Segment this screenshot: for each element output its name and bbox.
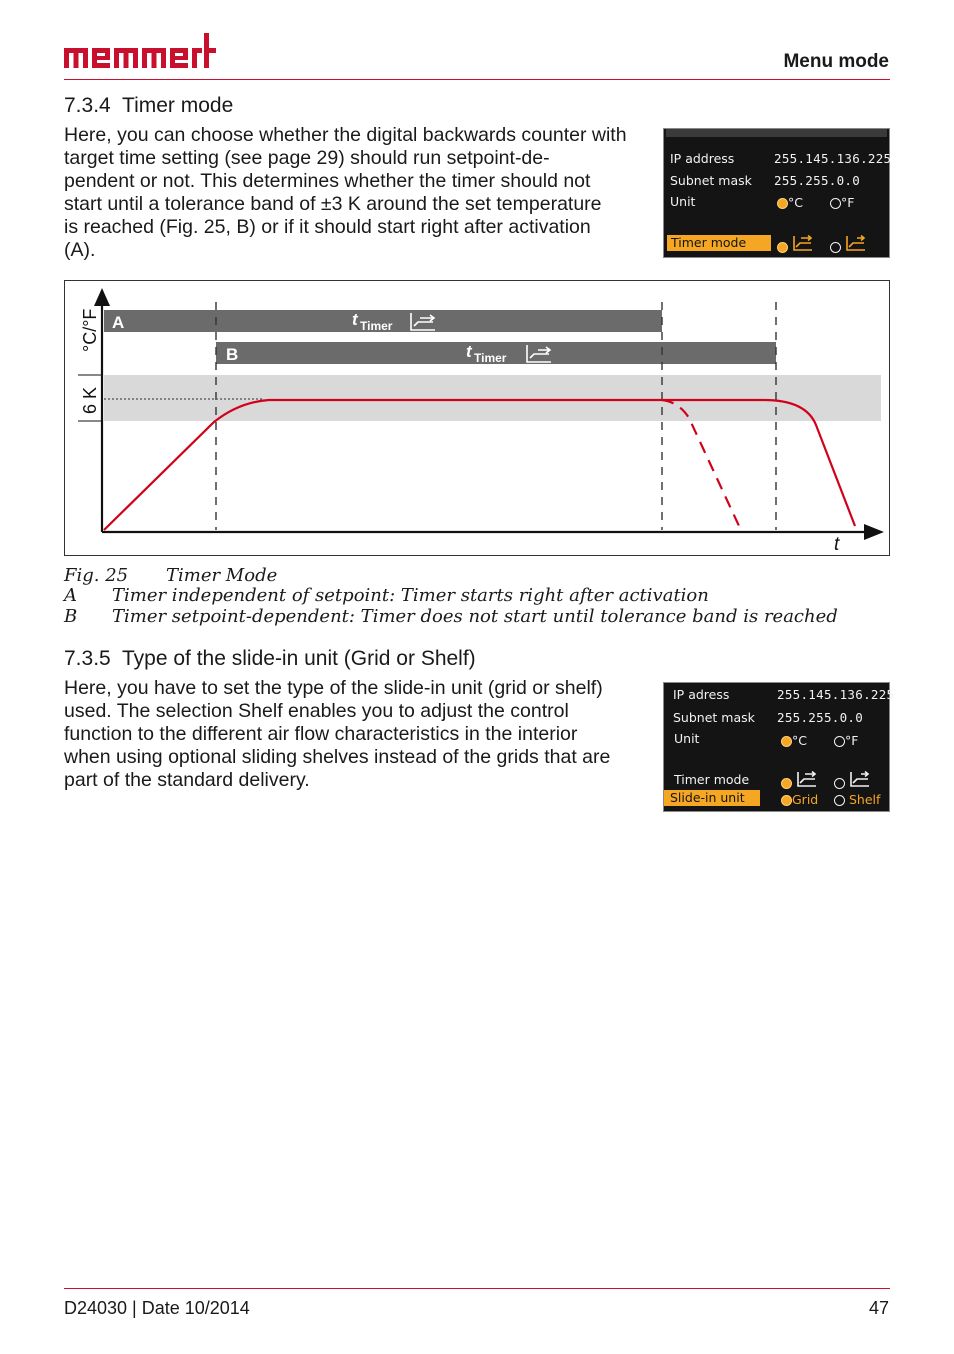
paragraph-line: target time setting (see page 29) should run setpoint-de- (64, 147, 550, 169)
paragraph-line: (A). (64, 239, 96, 261)
unit-fahrenheit-option[interactable] (834, 733, 858, 748)
figure-number: Fig. 25 (64, 565, 129, 586)
radio-selected-icon (781, 736, 792, 747)
footer-rule (64, 1288, 890, 1289)
header-title: Menu mode (783, 51, 889, 72)
section-number: 7.3.4 (64, 94, 111, 117)
timer-symbol-b: t (466, 342, 472, 361)
y-axis-label: °C/°F (80, 308, 100, 352)
bar-b-label: B (226, 345, 239, 364)
radio-empty-icon (834, 778, 845, 789)
timer-mode-label-selected[interactable]: Timer mode (667, 235, 771, 251)
section-heading-slide-in-unit (64, 647, 476, 671)
unit-fahrenheit-option[interactable] (830, 195, 854, 210)
page-number: 47 (868, 1298, 889, 1318)
legend-key-b: B (64, 606, 78, 627)
legend-text-b: Timer setpoint-dependent: Timer does not start until tolerance band is reached (112, 606, 838, 627)
paragraph-line: used. The selection Shelf enables you to adjust the control (64, 700, 569, 722)
timer-mode-paragraph (64, 124, 627, 262)
option-label: °C (792, 733, 807, 748)
radio-empty-icon (834, 795, 845, 806)
paragraph-line: is reached (Fig. 25, B) or if it should start right after activation (64, 216, 591, 238)
radio-selected-icon (777, 242, 788, 253)
ip-address-value: 255.145.136.225 (777, 687, 895, 702)
unit-label: Unit (670, 194, 696, 209)
section-title: Timer mode (122, 94, 234, 117)
timer-subscript-b: Timer (474, 351, 507, 365)
footer-document-info: D24030 | Date 10/2014 (64, 1298, 250, 1318)
paragraph-line: Here, you can choose whether the digital backwards counter with (64, 124, 627, 146)
timer-mode-option-dependent[interactable] (834, 771, 871, 790)
subnet-mask-value: 255.255.0.0 (777, 710, 864, 725)
paragraph-line: part of the standard delivery. (64, 769, 310, 791)
legend-text-a: Timer independent of setpoint: Timer starts right after activation (112, 585, 709, 606)
option-label: °F (841, 195, 855, 210)
section-heading-timer-mode (64, 94, 233, 118)
legend-key-a: A (64, 585, 77, 606)
timer-mode-option-independent[interactable] (781, 771, 818, 790)
option-label: Shelf (848, 792, 881, 807)
ip-address-value: 255.145.136.225 (774, 151, 892, 166)
screen-top-bar (666, 129, 887, 137)
header-rule (64, 79, 890, 80)
paragraph-line: start until a tolerance band of ±3 K around the set temperature (64, 193, 602, 215)
timer-independent-icon (796, 771, 818, 787)
option-label: °C (788, 195, 803, 210)
paragraph-line: Here, you have to set the type of the slide-in unit (grid or shelf) (64, 677, 603, 699)
band-label: 6 K (80, 386, 100, 414)
radio-selected-icon (781, 795, 792, 806)
display-screen-slide-in-unit (663, 682, 895, 812)
memmert-logo (64, 30, 216, 72)
timer-mode-figure (64, 280, 890, 556)
unit-celsius-option[interactable] (781, 733, 807, 748)
option-label: °F (845, 733, 859, 748)
radio-selected-icon (781, 778, 792, 789)
timer-subscript-a: Timer (360, 319, 393, 333)
section-title: Type of the slide-in unit (Grid or Shelf) (122, 647, 476, 670)
paragraph-line: function to the different air flow characteristics in the interior (64, 723, 578, 745)
figure-caption (64, 565, 128, 586)
figure-title: Timer Mode (166, 565, 278, 586)
ip-address-label: IP adress (673, 687, 730, 702)
subnet-mask-label: Subnet mask (673, 710, 755, 725)
timer-mode-label: Timer mode (674, 772, 750, 787)
paragraph-line: pendent or not. This determines whether the timer should not (64, 170, 591, 192)
radio-empty-icon (834, 736, 845, 747)
radio-selected-icon (777, 198, 788, 209)
bar-a-label: A (112, 313, 125, 332)
timer-dependent-icon (845, 235, 867, 251)
paragraph-line: when using optional sliding shelves instead of the grids that are (64, 746, 611, 768)
radio-empty-icon (830, 242, 841, 253)
slide-in-grid-option[interactable] (781, 792, 818, 807)
display-screen-timer-mode (663, 128, 890, 258)
subnet-mask-value: 255.255.0.0 (774, 173, 861, 188)
slide-in-shelf-option[interactable] (834, 792, 880, 807)
slide-in-unit-label-selected[interactable]: Slide-in unit (664, 790, 760, 806)
ip-address-label: IP address (670, 151, 735, 166)
x-axis-label: t (834, 534, 840, 555)
option-label: Grid (792, 792, 819, 807)
timer-dependent-icon (849, 771, 871, 787)
timer-symbol-a: t (352, 310, 358, 329)
tolerance-band (104, 375, 881, 421)
unit-label: Unit (674, 731, 700, 746)
timer-mode-option-independent[interactable] (777, 235, 814, 254)
subnet-mask-label: Subnet mask (670, 173, 752, 188)
timer-mode-option-dependent[interactable] (830, 235, 867, 254)
slide-in-unit-paragraph (64, 677, 610, 792)
section-number: 7.3.5 (64, 647, 111, 670)
timer-independent-icon (792, 235, 814, 251)
radio-empty-icon (830, 198, 841, 209)
unit-celsius-option[interactable] (777, 195, 803, 210)
